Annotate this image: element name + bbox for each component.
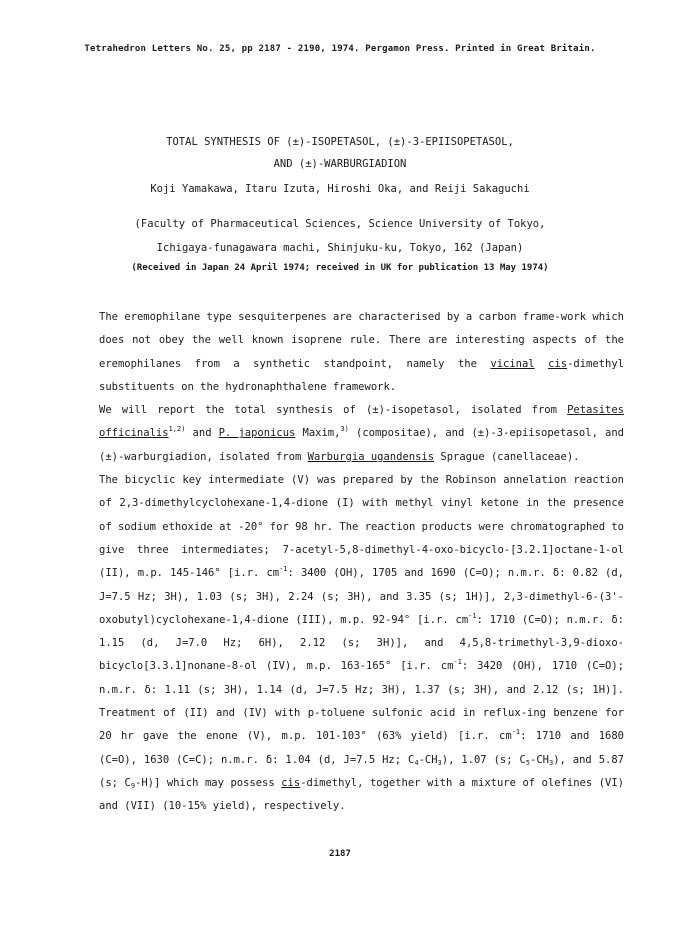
superscript: -1 [453,658,462,667]
text-run: -dimethyl substituents on the hydronaphthalene framework. [99,357,624,393]
text-run: The eremophilane type sesquiterpenes are characterised by a carbon frame-work which does not obey the well known isoprene rule. There are interesting aspects of the eremophilanes from a synthetic standpoint, namely the [99,311,624,370]
text-run: ), and 5.87 (s; C [99,753,624,789]
underlined-term: vicinal [490,357,535,370]
article-title [0,131,680,175]
underlined-term: P. japonicus [218,427,296,440]
superscript: -1 [468,611,477,620]
text-run: -dimethyl, together with a mixture of olefines (VI) and (VII) (10-15% yield), respectively. [99,776,624,813]
title-line-2: AND (±)-WARBURGIADION [273,158,407,170]
text-run: -CH [418,753,438,766]
received-dates: (Received in Japan 24 April 1974; received in UK for publication 13 May 1974) [131,263,549,273]
text-run [535,358,548,370]
text-run: -CH [530,753,549,766]
text-run: : 3400 (OH), 1705 and 1690 (C=O); n.m.r. δ: 0.82 (d, J=7.5 Hz; 3H), 1.03 (s; 3H), 2.24 (s; 3H), and 3.35 (s; 1H)], 2,3-dimethyl-6-(3'-oxobutyl)cyclohexane-1,4-dione (III), m.p. 92-94° [i.r. cm [99,567,624,626]
text-run: Sprague (canellaceae). [434,450,580,463]
text-run: : 1710 and 1680 (C=O), 1630 (C=C); n.m.r. δ: 1.04 (d, J=7.5 Hz; C [99,730,624,766]
paragraph-1 [59,306,624,399]
author-list: Koji Yamakawa, Itaru Izuta, Hiroshi Oka, and Reiji Sakaguchi [150,183,530,195]
affiliation-line-1: (Faculty of Pharmaceutical Sciences, Science University of Tokyo, [134,218,546,230]
text-run: We will report the total synthesis of (±)-isopetasol, isolated from [99,404,568,417]
paragraph-3 [59,469,624,818]
affiliation [0,212,680,260]
text-run: : 1710 (C=O); n.m.r. δ: 1.15 (d, J=7.0 Hz; 6H), 2.12 (s; 3H)], and 4,5,8-trimethyl-3,9-dioxo-bicyclo[3.3.1]nonane-8-ol (IV), m.p. 163-165° [i.r. cm [99,613,624,673]
running-head: Tetrahedron Letters No. 25, pp 2187 - 2190, 1974. Pergamon Press. Printed in Great Britain. [84,44,596,54]
superscript: -1 [279,565,288,574]
text-run: and [185,427,219,440]
text-run: The bicyclic key intermediate (V) was prepared by the Robinson annelation reaction of 2,3-dimethylcyclohexane-1,4-dione (I) with methyl vinyl ketone in the presence of sodium ethoxide at -20° for 98 hr. The reaction products were chromatographed to give three intermediates; 7-acetyl-5,8-dimethyl-4-oxo-bicyclo-[3.2.1]octane-1-ol (II), m.p. 145-146° [i.r. cm [99,474,624,580]
article-body [59,306,624,819]
text-run: : 3420 (OH), 1710 (C=O); n.m.r. δ: 1.11 (s; 3H), 1.14 (d, J=7.5 Hz; 3H), 1.37 (s; 3H), and 2.12 (s; 1H)]. Treatment of (II) and (IV) with p-toluene sulfonic acid in reflux-ing benzene for 20 hr gave the enone (V), m.p. 101-103° (63% yield) [i.r. cm [99,660,624,743]
underlined-term: cis [548,357,568,370]
text-run: (compositae), and (±)-3-epiisopetasol, and (±)-warburgiadion, isolated from [99,427,624,463]
subscript: 3 [437,758,442,767]
title-line-1: TOTAL SYNTHESIS OF (±)-ISOPETASOL, (±)-3-EPIISOPETASOL, [166,136,514,148]
text-run: ), 1.07 (s; C [441,753,526,766]
underlined-term: cis [281,776,301,789]
underlined-term: Petasites officinalis [99,404,624,440]
superscript: -1 [511,728,521,737]
underlined-term: Warburgia ugandensis [307,450,435,463]
page-number: 2187 [329,849,351,859]
subscript: 5 [525,758,531,767]
text-run: -H)] which may possess [135,776,282,789]
subscript: 3 [548,758,554,767]
reference-superscript: 1,2) [168,425,186,434]
text-run: Maxim, [295,427,341,440]
affiliation-line-2: Ichigaya-funagawara machi, Shinjuku-ku, Tokyo, 162 (Japan) [156,242,524,254]
subscript: 4 [414,758,419,767]
subscript: 9 [130,781,136,790]
reference-superscript: 3) [340,425,349,434]
paragraph-2 [59,399,624,469]
